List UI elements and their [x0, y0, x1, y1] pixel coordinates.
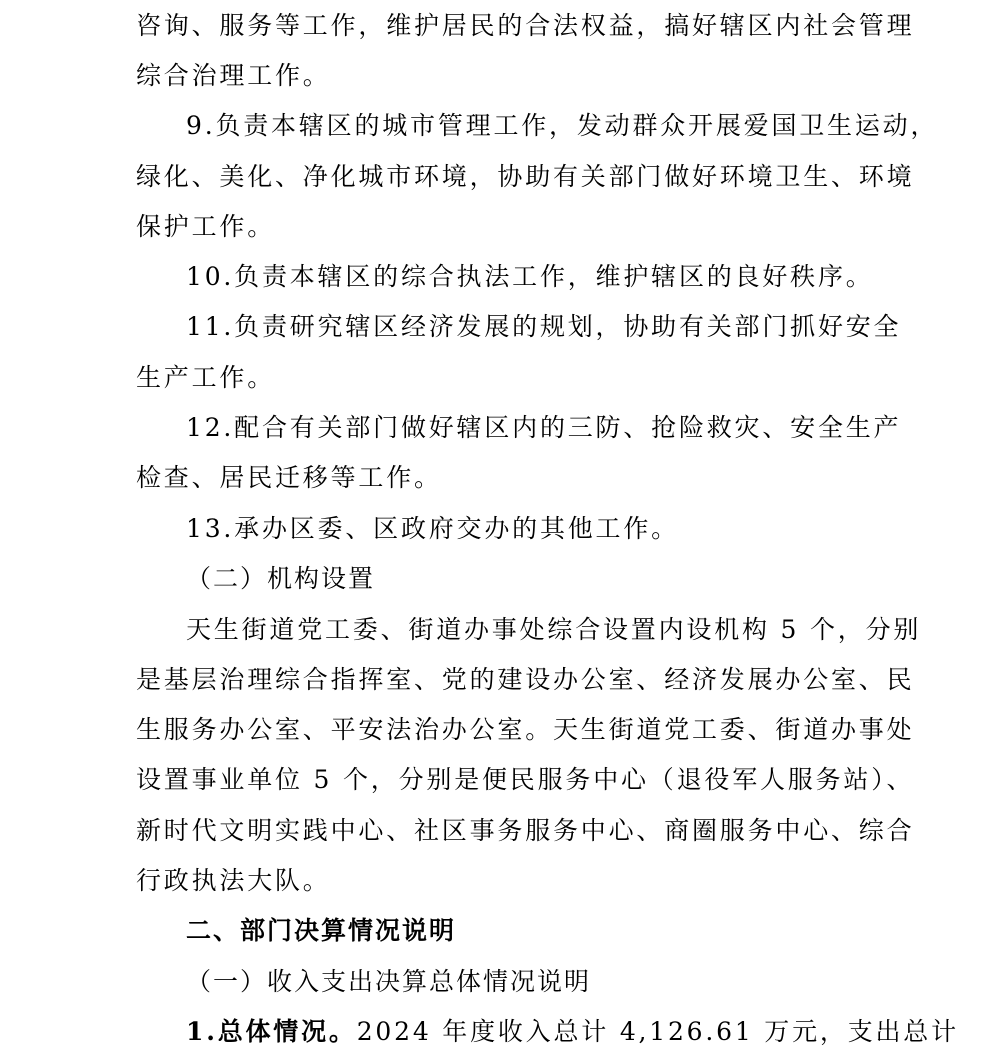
list-item-12: 12.配合有关部门做好辖区内的三防、抢险救灾、安全生产 [186, 413, 902, 442]
list-item-9: 9.负责本辖区的城市管理工作，发动群众开展爱国卫生运动， [186, 111, 939, 140]
section-subheading: （二）机构设置 [186, 564, 376, 593]
section-subheading: （一）收入支出决算总体情况说明 [186, 967, 592, 996]
list-item-13: 13.承办区委、区政府交办的其他工作。 [186, 514, 679, 543]
paragraph-line: 设置事业单位 5 个，分别是便民服务中心（退役军人服务站）、 [136, 765, 915, 794]
paragraph-line: 生产工作。 [136, 363, 276, 392]
summary-label: 1.总体情况。 [186, 1017, 357, 1046]
list-item-11: 11.负责研究辖区经济发展的规划，协助有关部门抓好安全 [186, 312, 902, 341]
paragraph-line: 咨询、服务等工作，维护居民的合法权益，搞好辖区内社会管理 [136, 11, 915, 40]
section-heading: 二、部门决算情况说明 [186, 916, 457, 945]
summary-text: 2024 年度收入总计 4,126.61 万元，支出总计 [356, 1017, 959, 1046]
paragraph-line: 综合治理工作。 [136, 61, 331, 90]
paragraph-line: 新时代文明实践中心、社区事务服务中心、商圈服务中心、综合 [136, 816, 915, 845]
paragraph-line: 行政执法大队。 [136, 866, 331, 895]
paragraph-line [186, 1012, 959, 1052]
paragraph-line: 检查、居民迁移等工作。 [136, 463, 442, 492]
paragraph-line: 生服务办公室、平安法治办公室。天生街道党工委、街道办事处 [136, 715, 915, 744]
paragraph-line: 绿化、美化、净化城市环境，协助有关部门做好环境卫生、环境 [136, 162, 915, 191]
paragraph-line: 保护工作。 [136, 212, 276, 241]
paragraph-line: 天生街道党工委、街道办事处综合设置内设机构 5 个，分别 [186, 615, 922, 644]
list-item-10: 10.负责本辖区的综合执法工作，维护辖区的良好秩序。 [186, 262, 874, 291]
paragraph-line: 是基层治理综合指挥室、党的建设办公室、经济发展办公室、民 [136, 665, 915, 694]
